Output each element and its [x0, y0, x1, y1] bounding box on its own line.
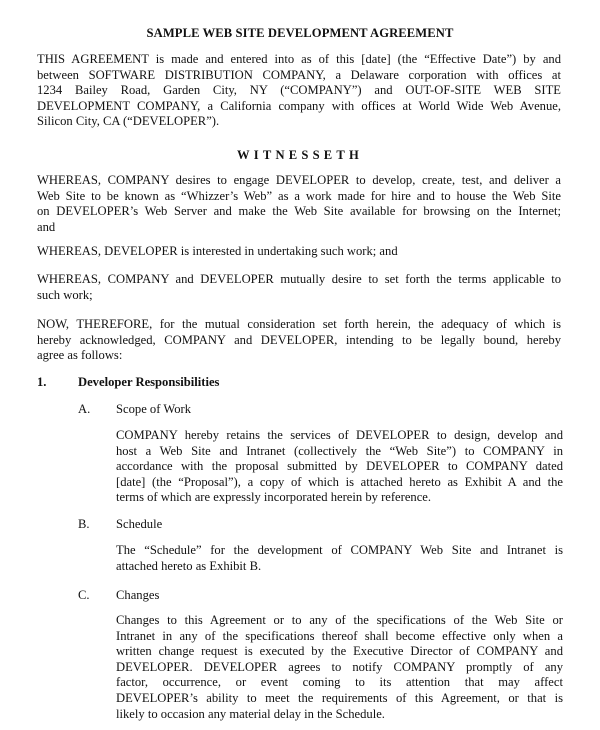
subsection-body-changes — [116, 613, 563, 722]
subsection-body-scope — [116, 428, 563, 506]
intro-paragraph — [37, 52, 561, 130]
text-line: Intranet in any of the specifications thereof shall become effective only when a — [116, 628, 563, 643]
document-title: SAMPLE WEB SITE DEVELOPMENT AGREEMENT — [146, 26, 454, 40]
text-line: 1234 Bailey Road, Garden City, NY (“COMPANY”) and OUT-OF-SITE WEB SITE — [37, 83, 561, 98]
subsection-title-scope: Scope of Work — [116, 402, 192, 416]
text-line: THIS AGREEMENT is made and entered into as of this [date] (the “Effective Date”) by and — [37, 52, 561, 66]
text-line: WHEREAS, DEVELOPER is interested in undertaking such work; and — [37, 244, 398, 258]
text-line: The “Schedule” for the development of COMPANY Web Site and Intranet is — [116, 543, 563, 557]
text-line: Silicon City, CA (“DEVELOPER”). — [37, 114, 220, 129]
subsection-title-schedule: Schedule — [116, 517, 163, 531]
text-line: NOW, THEREFORE, for the mutual consideration set forth herein, the adequacy of which is — [37, 317, 561, 331]
text-line: WHEREAS, COMPANY desires to engage DEVELOPER to develop, create, test, and deliver a — [37, 173, 561, 187]
text-line: such work; — [37, 287, 93, 302]
text-line: and — [37, 219, 56, 234]
subsection-letter-c: C. — [78, 588, 90, 602]
text-line: hereby acknowledged, COMPANY and DEVELOPER, intending to be legally bound, hereby — [37, 332, 561, 347]
text-line: Web Site to be known as “Whizzer’s Web” as a work made for hire and to house the Web Site — [37, 188, 561, 203]
whereas-paragraph-2 — [37, 244, 561, 260]
text-line: COMPANY hereby retains the services of DEVELOPER to design, develop and — [116, 428, 563, 442]
text-line: [date] (the “Proposal”), a copy of which is attached hereto as Exhibit A and the — [116, 474, 563, 489]
text-line: factor, occurrence, or event coming to its attention that may affect — [116, 675, 563, 690]
text-line: attached hereto as Exhibit B. — [116, 558, 262, 573]
text-line: Changes to this Agreement or to any of the specifications of the Web Site or — [116, 613, 563, 627]
text-line: agree as follows: — [37, 348, 123, 363]
text-line: DEVELOPER. DEVELOPER agrees to notify COMPANY promptly of any — [116, 659, 563, 674]
text-line: WHEREAS, COMPANY and DEVELOPER mutually desire to set forth the terms applicable to — [37, 272, 561, 286]
subsection-letter-b: B. — [78, 517, 90, 531]
section-title: Developer Responsibilities — [78, 375, 220, 389]
text-line: host a Web Site and Intranet (collectively the “Web Site”) to COMPANY in — [116, 443, 563, 458]
whereas-paragraph-3 — [37, 272, 561, 303]
now-therefore-paragraph — [37, 317, 561, 364]
subsection-title-changes: Changes — [116, 588, 160, 602]
text-line: accordance with the proposal submitted by DEVELOPER to COMPANY dated — [116, 459, 563, 474]
text-line: likely to occasion any material delay in the Schedule. — [116, 706, 385, 721]
subsection-letter-a: A. — [78, 402, 91, 416]
section-number: 1. — [37, 375, 47, 389]
witnesseth-heading: WITNESSETH — [237, 148, 363, 162]
text-line: terms of which are expressly incorporated herein by reference. — [116, 490, 432, 505]
whereas-paragraph-1 — [37, 173, 561, 235]
text-line: DEVELOPER’s ability to meet the requirements of this Agreement, or that is — [116, 690, 563, 705]
subsection-body-schedule — [116, 543, 563, 574]
text-line: on DEVELOPER’s Web Server and make the Web Site available for browsing on the Internet; — [37, 204, 561, 219]
text-line: written change request is executed by the Executive Director of COMPANY and — [116, 644, 563, 659]
text-line: between SOFTWARE DISTRIBUTION COMPANY, a Delaware corporation with offices at — [37, 67, 561, 82]
text-line: DEVELOPMENT COMPANY, a California company with offices at World Wide Web Avenue, — [37, 98, 561, 113]
